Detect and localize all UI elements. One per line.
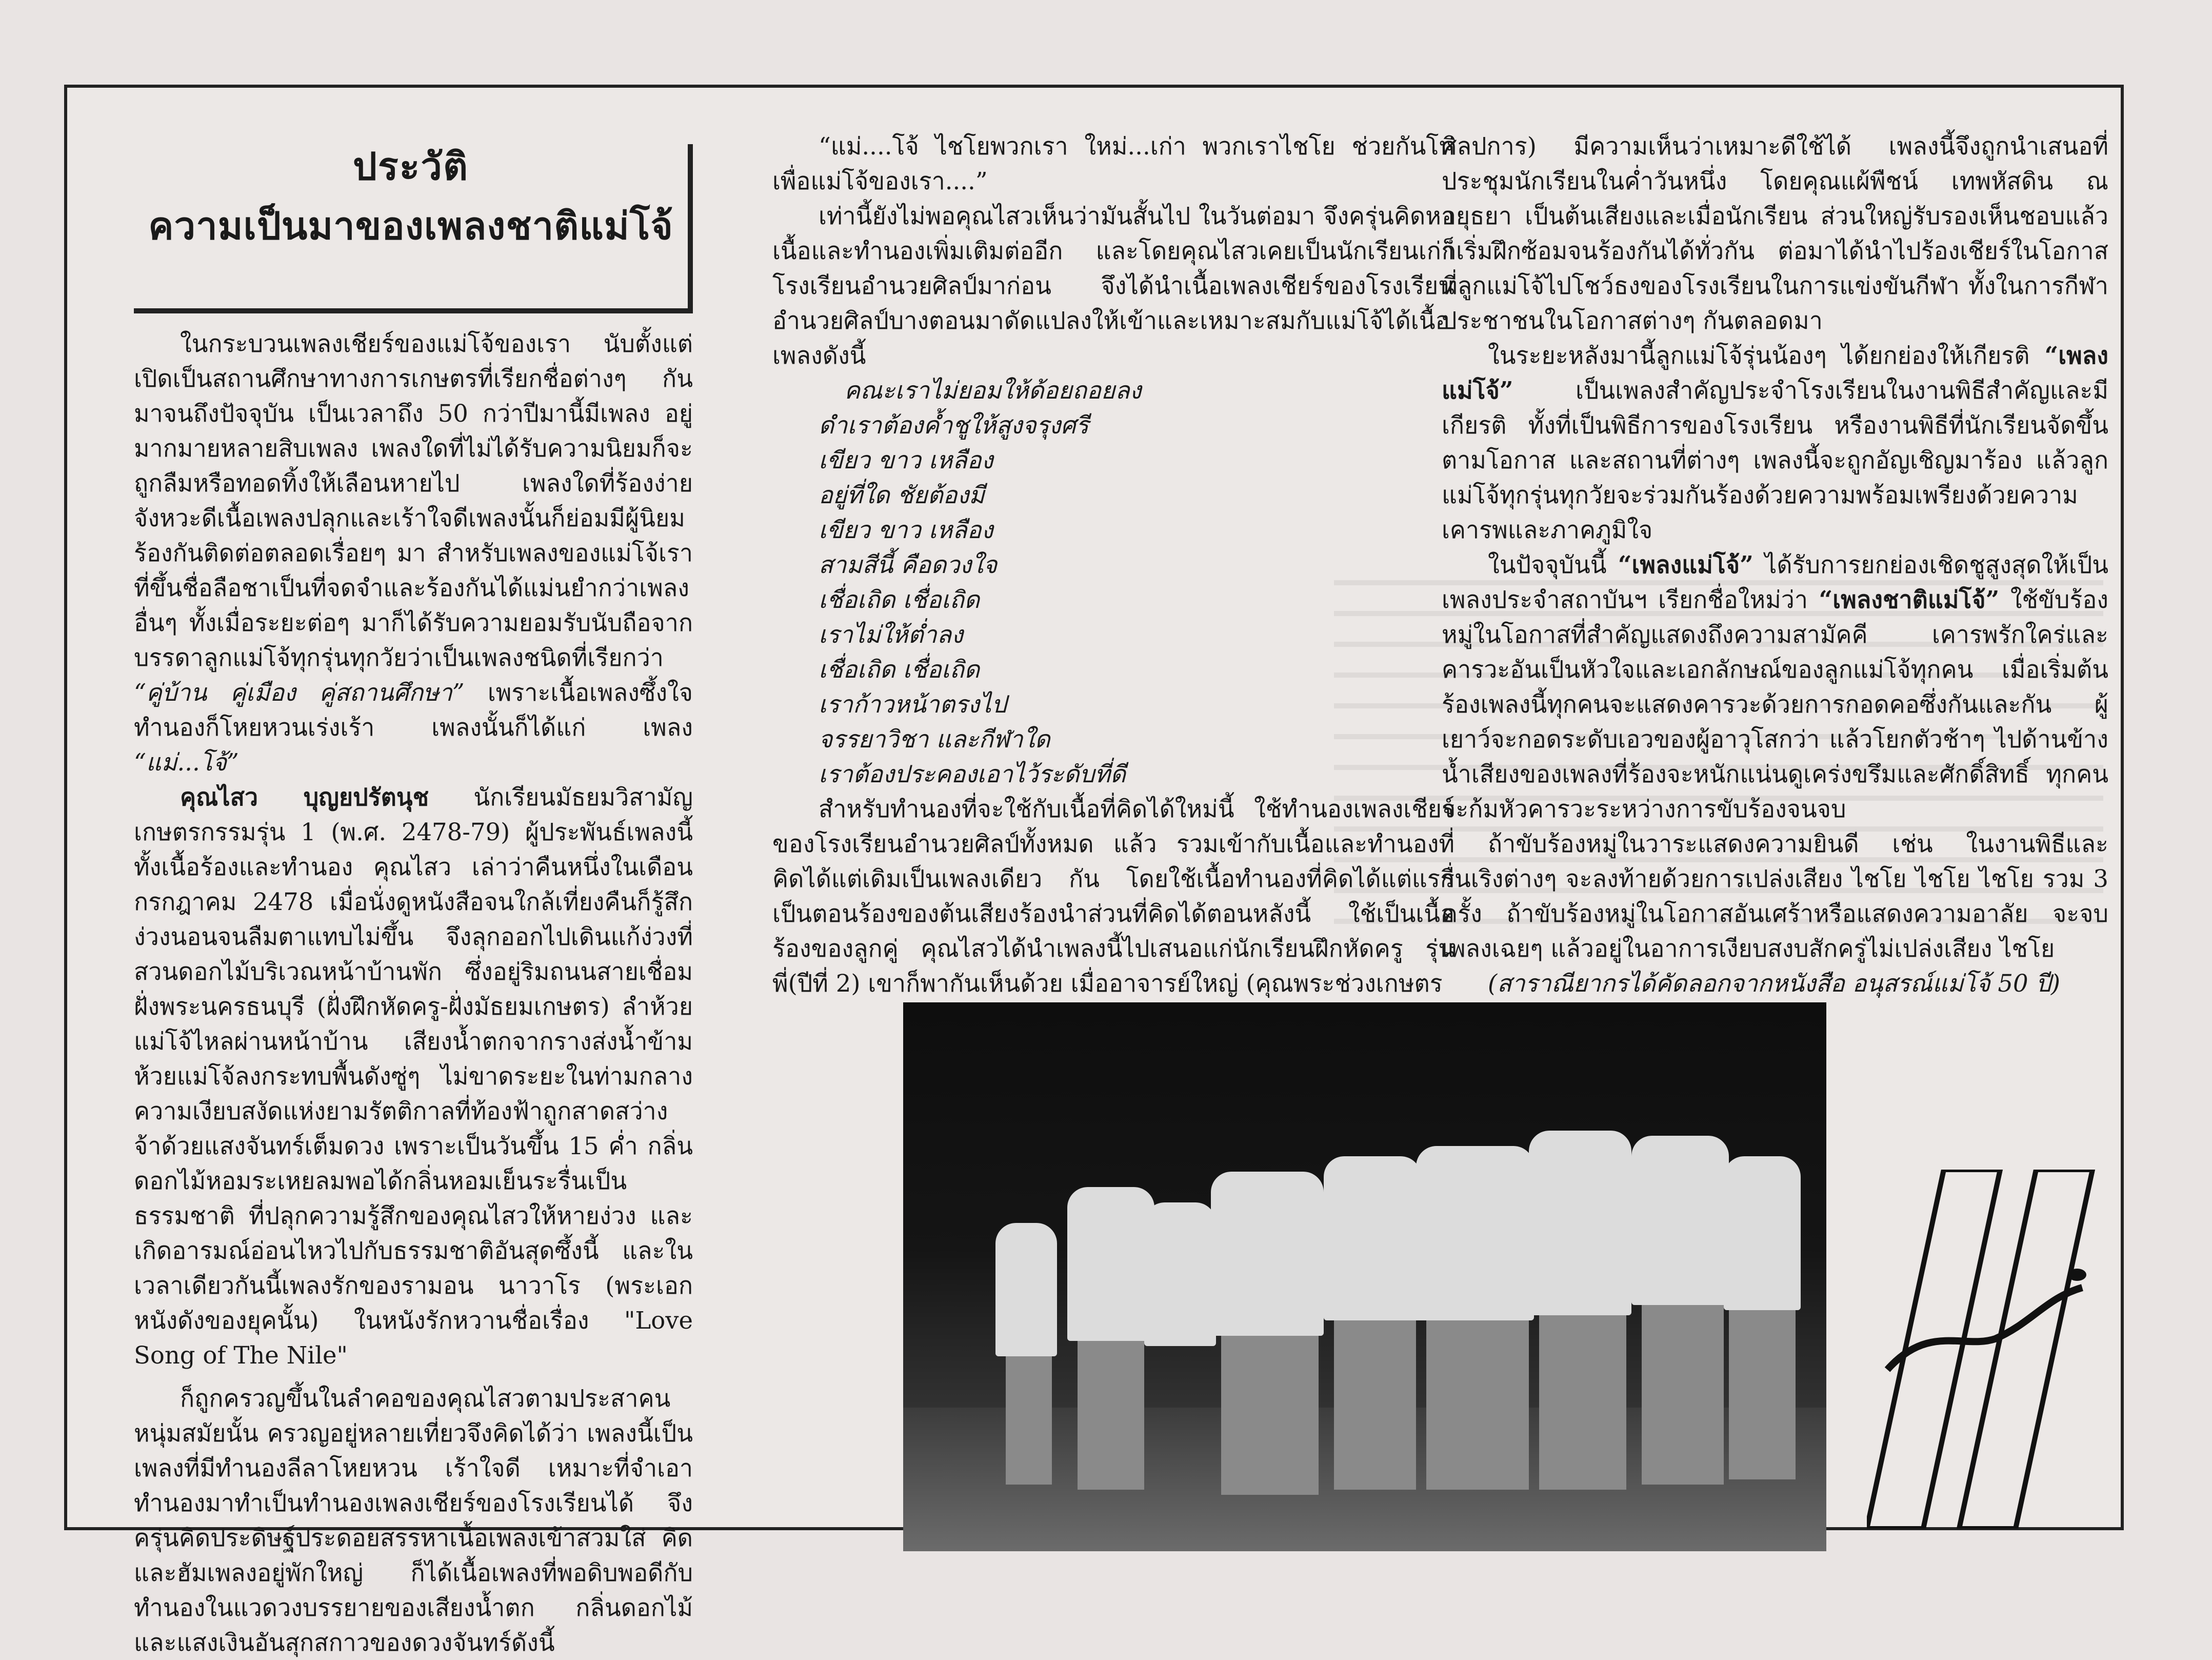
col3-paragraph-1: ศิลปการ) มีความเห็นว่าเหมาะดีใช้ได้ เพลงนี้จึงถูกนำเสนอที่ประชุมนักเรียนในค่ำวันหนึ่ง โดยคุณแผ้พืชน์ เทพหัสดิน ณ อยุธยา เป็นต้นเสียงและเมื่อนักเรียน ส่วนใหญ่รับรองเห็นชอบแล้วก็เริ่มฝึกซ้อมจนร้องกันได้ทั่วกัน ต่อมาได้นำไปร้องเชียร์ในโอกาสที่ลูกแม่โจ้ไปโชว์ธงของโรงเรียนในการแข่งขันกีฬา ทั้งในการกีฬาประชาชนในโอกาสต่างๆ กันตลอดมา xyxy=(1442,132,2108,334)
lyrics-block xyxy=(772,373,1454,792)
source-note: (สาราณียากรได้คัดลอกจากหนังสือ อนุสรณ์แม่โจ้ 50 ปี) xyxy=(1488,970,2060,997)
article-frame xyxy=(64,85,2124,1656)
lyric-line: คณะเราไม่ยอมให้ด้อยถอยลง xyxy=(844,377,1142,404)
col2-paragraph-2: สำหรับทำนองที่จะใช้กับเนื้อที่คิดได้ใหม่นี้ ใช้ทำนองเพลงเชียร์ของโรงเรียนอำนวยศิลป์ทั้งหมด แล้ว รวมเข้ากับเนื้อและทำนองที่คิดได้แต่เดิมเป็นเพลงเดียว กัน โดยใช้เนื้อทำนองที่คิดได้แต่แรก เป็นตอนร้องของต้นเสียงร้องนำส่วนที่คิดได้ตอนหลังนี้ ใช้เป็นเนื้อร้องของลูกคู่ คุณไสวได้นำเพลงนี้ไปเสนอแก่นักเรียนฝึกหัดครู รุ่นพี่(ปีที่ 2) เขาก็พากันเห็นด้วย เมื่ออาจารย์ใหญ่ (คุณพระช่วงเกษตร xyxy=(772,795,1454,997)
lyric-line: จรรยาวิชา และกีฬาใด xyxy=(819,725,1050,753)
col2-paragraph-1: เท่านี้ยังไม่พอคุณไสวเห็นว่ามันสั้นไป ในวันต่อมา จึงครุ่นคิดหาเนื้อและทำนองเพิ่มเติมต่ออีก และโดยคุณไสวเคยเป็นนักเรียนเก่าโรงเรียนอำนวยศิลป์มาก่อน จึงได้นำเนื้อเพลงเชียร์ของโรงเรียนอำนวยศิลป์บางตอนมาดัดแปลงให้เข้าและเหมาะสมกับแม่โจ้ได้เนื้อเพลงดังนี้ xyxy=(772,202,1454,369)
column-3 xyxy=(1442,129,2108,1001)
title-line-1: ประวัติ xyxy=(352,145,469,189)
col3-paragraph-2: ในระยะหลังมานี้ลูกแม่โจ้รุ่นน้องๆ ได้ยกย่องให้เกียรติ “เพลงแม่โจ้” เป็นเพลงสำคัญประจำโรงเรียนในงานพิธีสำคัญและมีเกียรติ ทั้งที่เป็นพิธีการของโรงเรียน หรืองานพิธีที่นักเรียนจัดขึ้นตามโอกาส และสถานที่ต่างๆ เพลงนี้จะถูกอัญเชิญมาร้อง แล้วลูกแม่โจ้ทุกรุ่นทุกวัยจะร่วมกันร้องด้วยความพร้อมเพรียงด้วยความเคารพและภาคภูมิใจ xyxy=(1442,341,2108,544)
lyric-line: เราก้าวหน้าตรงไป xyxy=(819,690,1007,718)
author-name: คุณไสว บุญยปรัตนุช xyxy=(180,783,429,811)
lyric-line: เชื่อเถิด เชื่อเถิด xyxy=(819,656,980,683)
column-2 xyxy=(772,129,1454,1001)
lyric-line: เขียว ขาว เหลือง xyxy=(819,446,993,474)
lyric-line: สามสีนี้ คือดวงใจ xyxy=(819,551,998,579)
lyric-line: อยู่ที่ใด ชัยต้องมี xyxy=(819,481,985,509)
cheer-quote: “แม่....โจ้ ไชโยพวกเรา ใหม่...เก่า พวกเราไชโย ช่วยกันโห่เพื่อแม่โจ้ของเรา....” xyxy=(772,132,1454,195)
title-box xyxy=(134,144,693,313)
col1-paragraph-2: คุณไสว บุญยปรัตนุช นักเรียนมัธยมวิสามัญเกษตรกรรมรุ่น 1 (พ.ศ. 2478-79) ผู้ประพันธ์เพลงนี้ ทั้งเนื้อร้องและทำนอง คุณไสว เล่าว่าคืนหนึ่งในเดือนกรกฎาคม 2478 เมื่อนั่งดูหนังสือจนใกล้เที่ยงคืนก็รู้สึกง่วงนอนจนลืมตาแทบไม่ขึ้น จึงลุกออกไปเดินแก้ง่วงที่สวนดอกไม้บริเวณหน้าบ้านพัก ซึ่งอยู่ริมถนนสายเชื่อมฝั่งพระนครธนบุรี (ฝั่งฝึกหัดครู-ฝั่งมัธยมเกษตร) ลำห้วยแม่โจ้ไหลผ่านหน้าบ้าน เสียงน้ำตกจากรางส่งน้ำข้ามห้วยแม่โจ้ลงกระทบพื้นดังซู่ๆ ไม่ขาดระยะในท่ามกลางความเงียบสงัดแห่งยามรัตติกาลที่ท้องฟ้าถูกสาดสว่างจ้าด้วยแสงจันทร์เต็มดวง เพราะเป็นวันขึ้น 15 ค่ำ กลิ่นดอกไม้หอมระเหยลมพอได้กลิ่นหอมเย็นระรื่นเป็นธรรมชาติ ที่ปลุกความรู้สึกของคุณไสวให้หายง่วง และเกิดอารมณ์อ่อนไหวไปกับธรรมชาติอันสุดซึ้งนี้ และในเวลาเดียวกันนี้เพลงรักของรามอน นาวาโร (พระเอกหนังดังของยุคนั้น) ในหนังรักหวานชื่อเรื่อง "Love Song of The Nile" xyxy=(134,783,693,1369)
col3-paragraph-4: ถ้าขับร้องหมู่ในวาระแสดงความยินดี เช่น ในงานพิธีและรื่นเริงต่างๆ จะลงท้ายด้วยการเปล่งเสียง ไชโย ไชโย ไชโย รวม 3 ครั้ง ถ้าขับร้องหมู่ในโอกาสอันเศร้าหรือแสดงความอาลัย จะจบเพลงเฉยๆ แล้วอยู่ในอาการเงียบสงบสักครู่ไม่เปล่งเสียง ไชโย xyxy=(1442,830,2108,962)
title-line-2: ความเป็นมาของเพลงชาติแม่โจ้ xyxy=(148,204,673,248)
group-embrace-photo xyxy=(903,1002,1826,1551)
lyric-line: เชื่อเถิด เชื่อเถิด xyxy=(819,586,980,614)
lyric-line: เขียว ขาว เหลือง xyxy=(819,516,993,544)
lyric-line: เราต้องประคองเอาไว้ระดับที่ดี xyxy=(819,760,1126,788)
lyric-line: เราไม่ให้ต่ำลง xyxy=(819,621,963,648)
col3-paragraph-3: ในปัจจุบันนี้ “เพลงแม่โจ้” ได้รับการยกย่องเชิดชูสูงสุดให้เป็นเพลงประจำสถาบันฯ เรียกชื่อใหม่ว่า “เพลงชาติแม่โจ้” ใช้ขับร้องหมู่ในโอกาสที่สำคัญแสดงถึงความสามัคคี เคารพรักใคร่และคารวะอันเป็นหัวใจและเอกลักษณ์ของลูกแม่โจ้ทุกคน เมื่อเริ่มต้นร้องเพลงนี้ทุกคนจะแสดงคารวะด้วยการกอดคอซึ่งกันและกัน ผู้เยาว์จะกอดระดับเอวของผู้อาวุโสกว่า แล้วโยกตัวช้าๆ ไปด้านข้าง น้ำเสียงของเพลงที่ร้องจะหนักแน่นดูเคร่งขรึมและศักดิ์สิทธิ์ ทุกคนจะก้มหัวคารวะระหว่างการขับร้องจนจบ xyxy=(1442,550,2109,823)
col1-paragraph-1: ในกระบวนเพลงเชียร์ของแม่โจ้ของเรา นับตั้งแต่เปิดเป็นสถานศึกษาทางการเกษตรที่เรียกชื่อต่างๆ กัน มาจนถึงปัจจุบัน เป็นเวลาถึง 50 กว่าปีมานี้มีเพลง อยู่มากมายหลายสิบเพลง เพลงใดที่ไม่ได้รับความนิยมก็จะถูกลืมหรือทอดทิ้งให้เลือนหายไป เพลงใดที่ร้องง่าย จังหวะดีเนื้อเพลงปลุกและเร้าใจดีเพลงนั้นก็ย่อมมีผู้นิยมร้องกันติดต่อตลอดเรื่อยๆ มา สำหรับเพลงของแม่โจ้เราที่ขึ้นชื่อลือชาเป็นที่จดจำและร้องกันได้แม่นยำกว่าเพลงอื่นๆ ทั้งเมื่อระยะต่อๆ มาก็ได้รับความยอมรับนับถือจากบรรดาลูกแม่โจ้ทุกรุ่นทุกวัยว่าเป็นเพลงชนิดที่เรียกว่า “คู่บ้าน คู่เมือง คู่สถานศึกษา” เพราะเนื้อเพลงซึ้งใจ ทำนองก็โหยหวนเร่งเร้า เพลงนั้นก็ได้แก่ เพลง “แม่...โจ้” xyxy=(134,330,693,776)
lyric-line: ดำเราต้องค้ำชูให้สูงจรุงศรี xyxy=(819,411,1089,439)
maejo-mark-logo xyxy=(1867,1170,2098,1529)
col1-paragraph-3: ก็ถูกครวญขึ้นในลำคอของคุณไสวตามประสาคนหนุ่มสมัยนั้น ครวญอยู่หลายเที่ยวจึงคิดได้ว่า เพลงนี้เป็นเพลงที่มีทำนองลีลาโหยหวน เร้าใจดี เหมาะที่จำเอาทำนองมาทำเป็นทำนองเพลงเชียร์ของโรงเรียนได้ จึงครุ่นคิดประดิษฐ์ประดอยสรรหาเนื้อเพลงเข้าสวมใส่ คิดและฮัมเพลงอยู่พักใหญ่ ก็ได้เนื้อเพลงที่พอดิบพอดีกับทำนองในแวดวงบรรยายของเสียงน้ำตก กลิ่นดอกไม้ และแสงเงินอันสุกสกาวของดวงจันทร์ดังนี้ xyxy=(134,1385,693,1656)
